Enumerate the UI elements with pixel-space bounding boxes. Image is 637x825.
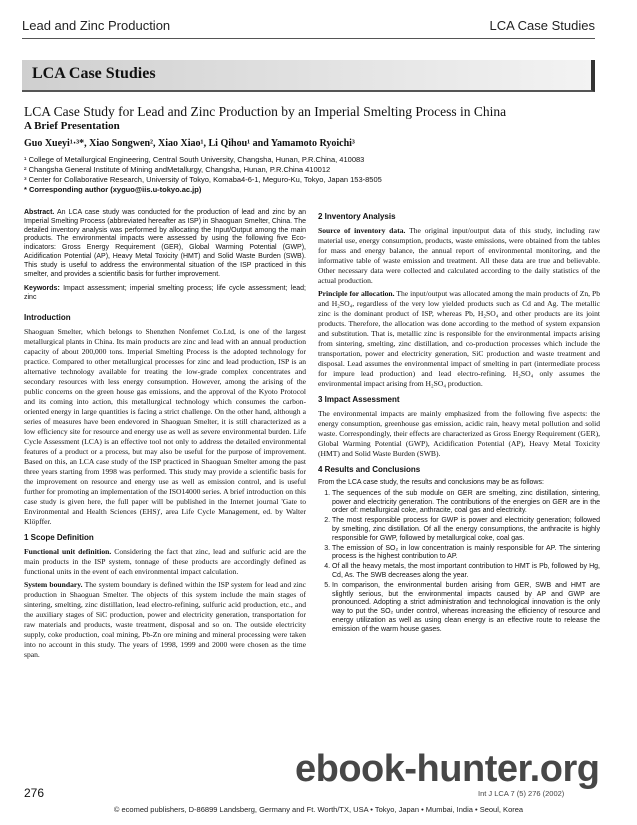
page-number: 276: [24, 786, 45, 800]
right-column: [318, 212, 600, 636]
section4-heading: 4 Results and Conclusions: [318, 465, 421, 474]
corresponding-author: * Corresponding author (xyguo@iis.u-tokyo.ac.jp): [24, 185, 202, 194]
keywords: [24, 285, 306, 303]
system-boundary-paragraph: [24, 580, 306, 660]
abstract-text: An LCA case study was conducted for the production of lead and zinc by an Imperial Smelting Process (abbreviated hereafter as ISP) in Shaoguan Smelter, China. The detailed inventory analysis was performed by allocating the Input/Output among the main products. The environmental impacts were assessed by using the following five Eco-indicators: Gross Energy Requirement (GER), Global Warming Potential (GWP), Acidification Potential (AP), Heavy Metal Toxicity (HMT) and Solid Waste Burden (SWB). This study is useful to address the environmental situation of the ISP practiced in this smelter, and provides a scientific basis for further improvement.: [24, 209, 306, 278]
watermark-logo: ebook-hunter.org: [295, 748, 600, 790]
author-list: Guo Xueyi¹·³*, Xiao Songwen², Xiao Xiao¹, Li Qihou¹ and Yamamoto Ryoichi³: [24, 138, 355, 149]
keywords-text: Impact assessment; imperial smelting process; life cycle assessment; lead; zinc: [24, 285, 306, 302]
header-right-title: LCA Case Studies: [489, 18, 595, 33]
abstract-label: Abstract.: [24, 209, 55, 216]
affiliations: [24, 155, 604, 195]
result-item: 3. The emission of SO₂ in low concentration is mainly responsible for AP. The sintering process is the highest contribution to AP.: [332, 545, 600, 563]
system-boundary-text: The system boundary is defined within the ISP system for lead and zinc production in Shaoguan Smelter. The objects of this system include the main stages of sintering, smelting, zinc distillation, lead electro-refining, sulfuric acid production, etc., and the auxiliary stages of SiC production, power and electricity generation, transportation for raw materials and products, waste treatment, disposal and so on. The outside electricity supply, coke production, coal mining, Pb-Zn ore mining and mineral processing were taken into no account in this study. The years of 1998, 1999 and 2000 were chosen as the time span.: [24, 579, 306, 659]
publisher-footer: © ecomed publishers, D-86899 Landsberg, Germany and Ft. Worth/TX, USA • Tokyo, Japan • Mumbai, India • Seoul, Korea: [113, 805, 524, 814]
running-header: [22, 18, 595, 36]
result-item: 5. In comparison, the environmental burden arising from GER, SWB and HMT are slightly serious, but the environmental impacts caused by AP and GWP are pronounced. Adopting a strict administration and technological innovation is the only way to put the SO₂ under control, whereas increasing the efficiency of resource and energy utilization as well as using clean energy is an effective route to release the emission of the warm house gases.: [332, 582, 600, 635]
banner-title: LCA Case Studies: [32, 65, 156, 82]
inventory-source-paragraph: [318, 226, 600, 286]
section2-heading: 2 Inventory Analysis: [318, 212, 396, 221]
inventory-source-lead: Source of inventory data.: [318, 226, 406, 235]
functional-unit-paragraph: [24, 547, 306, 577]
header-rule: [22, 38, 595, 39]
result-item: 1. The sequences of the sub module on GER are smelting, zinc distillation, sintering, power and electricity generation. The contributions of the energies on GER are in the order of: metallurgical coke, anthracite, coal gas and electricity.: [332, 490, 600, 516]
section3-heading: 3 Impact Assessment: [318, 395, 400, 404]
introduction-heading: Introduction: [24, 312, 71, 322]
paper-subtitle: A Brief Presentation: [24, 120, 120, 132]
journal-reference: Int J LCA 7 (5) 276 (2002): [478, 789, 565, 798]
introduction-text: Shaoguan Smelter, which belongs to Shenzhen Nonfemet Co.Ltd, is one of the largest metallurgical plants in China. Its main products are zinc and lead with an annual production capacity of about 200,000 tons. Imperial Smelting Process is the adopted technology for practice. Compared to other metallurgical processes for zinc and lead production, ISP is an alternative technology available for treating the low-grade complex concentrates and secondary resources with less energy consumption. However, among the arising of the public concerns on the green house gas emissions, and the approval of the Kyoto Protocol and its coming into action, this metallurgical technology which consumes the carbon-oriented energy in large quantities is facing a strict challenge. On the other hand, although a series of measures have been endevored in Shaoguan Smelter, it is still characterized as a low efficiency site for resource and energy use as well as severe environmental burden. Life Cycle Assessment (LCA) is an effective tool not only to address the detailed environmental features of a product or a process, but may also be useful for the purpose of improvement. Based on this, an LCA case study of the ISP practiced in Shaoguan Smelter among the past three years starting from 1998 was performed. This study may provide a scientific basis for the improvement on resource and energy use as well as emission control, and is useful further for promoting an implementation of the ISO14000 series. A brief introduction on this case study is given here, the full paper will be published in the Internet journal 'Gate to Environmental and Health Sciences (EHS)', area Life Cycle Management, ed. by Walter Klöpffer.: [24, 326, 306, 526]
result-item: 4. Of all the heavy metals, the most important contribution to HMT is Pb, followed by Hg, Cd, As. The SWB decreases along the year.: [332, 563, 600, 581]
paper-title: LCA Case Study for Lead and Zinc Production by an Imperial Smelting Process in China: [24, 104, 507, 119]
allocation-lead: Principle for allocation.: [318, 289, 395, 298]
results-intro: From the LCA case study, the results and conclusions may be as follows:: [318, 479, 544, 486]
abstract: [24, 209, 306, 279]
affiliation-1: ¹ College of Metallurgical Engineering, Central South University, Changsha, Hunan, P.R.China, 410083: [24, 155, 365, 164]
allocation-paragraph: [318, 289, 600, 389]
result-item: 2. The most responsible process for GWP is power and electricity generation; followed by smelting, zinc distillation. Of all the energy consumptions, the anthracite is highly responsible for GWP, followed by metallurgical coke, coal gas.: [332, 517, 600, 543]
section-banner: [22, 60, 595, 92]
results-list: [318, 490, 600, 635]
system-boundary-lead: System boundary.: [24, 579, 83, 589]
allocation-text: The input/output was allocated among the main products of Zn, Pb and H₂SO₄, regardless of the very low yielded products such as Cd and Ag. The metallic zinc is the dominant product of ISP, whereas Pb, H₂SO₄ and other products are its joint products. Therefore, the allocation was done according to the method of system expansion and substitution. That is, metallic zinc is responsible for the environmental impacts arising from sintering, smelting, zinc distillation, and co-production processes which include the transportation, power and electricity generation, SiC production and waste treatment and disposal. Lead assumes the environmental impact of smelting in part (intermediate process for impure lead production) and lead electro-refining. H₂SO₄ only assumes the environmental impact arising from H₂SO₄ production.: [318, 289, 601, 388]
affiliation-3: ³ Center for Collaborative Research, University of Tokyo, Komaba4-6-1, Meguro-Ku, Tokyo, Japan 153-8505: [24, 175, 382, 184]
affiliation-2: ² Changsha General Institute of Mining andMetallurgy, Changsha, Hunan, P.R.China 410012: [24, 165, 331, 174]
inventory-source-text: The original input/output data of this study, including raw material use, energy consumption, products, waste emissions, were obtained from the tables for mass and energy balance, the annual report of environmental monitoring, and the informative table of waste emission and treatment. All these data are true and believable. Other necessary data were collected and calculated according to the daily statistics of the actual production.: [318, 226, 600, 285]
functional-unit-lead: Functional unit definition.: [24, 546, 112, 556]
section1-heading: 1 Scope Definition: [24, 532, 94, 542]
header-left-title: Lead and Zinc Production: [22, 18, 171, 33]
keywords-label: Keywords:: [24, 285, 60, 293]
impact-assessment-text: The environmental impacts are mainly emphasized from the following five aspects: the energy consumption, greenhouse gas emission, acidic rain, heavy metal pollution and solid waste. Correspondingly, their effects are characterized as Gross Energy Requirement (GER), Global Warming Potential (GWP), Acidification Potential (AP), Heavy Metal Toxicity (HMT) and Solid Waste Burden (SWB).: [318, 409, 600, 458]
left-column: [24, 209, 306, 663]
functional-unit-text: Considering the fact that zinc, lead and sulfuric acid are the main products in the ISP system, tonnage of these products are accordingly defined as functional units in the event of each environmental impact calculation.: [24, 546, 307, 576]
